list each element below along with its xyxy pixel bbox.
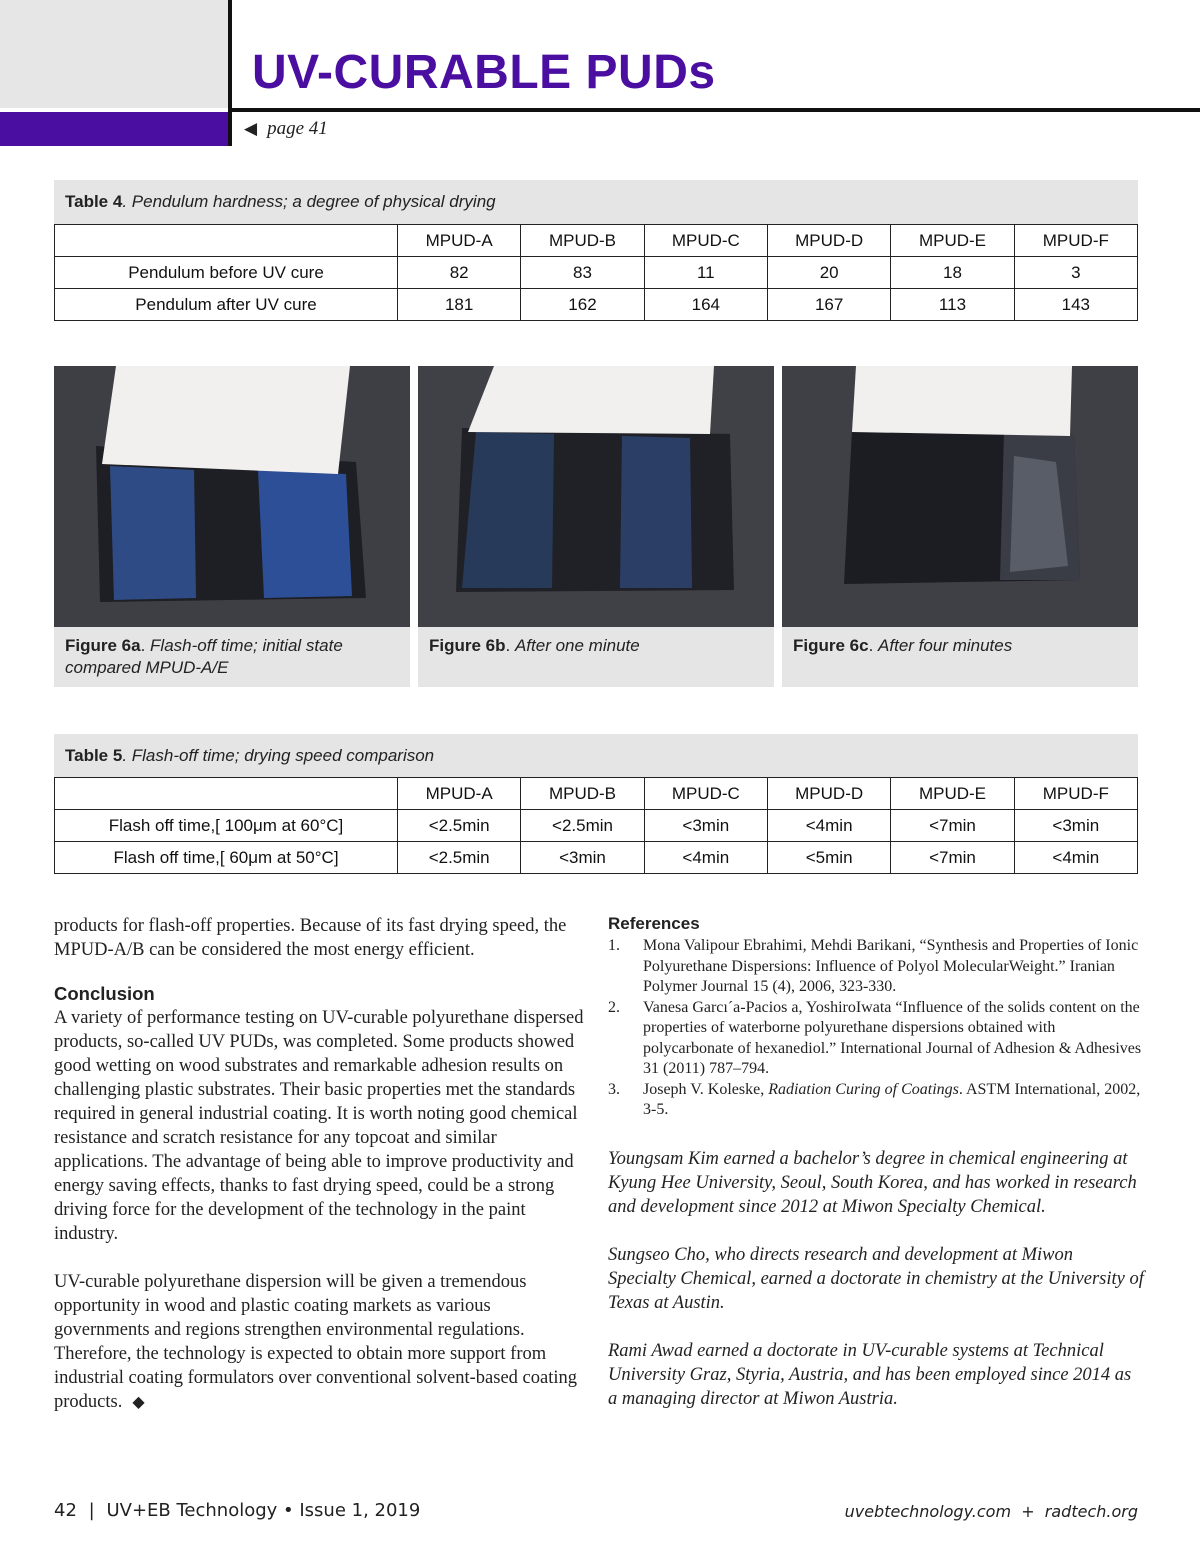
- figure-6a-caption: [54, 627, 410, 687]
- figure-6c-caption: [782, 627, 1138, 687]
- coated-panel-image: [418, 366, 774, 627]
- table4-cell: 143: [1014, 289, 1137, 321]
- end-diamond-icon: ◆: [132, 1394, 145, 1411]
- footer-publication: [54, 1500, 420, 1521]
- table4-row-label: Pendulum after UV cure: [55, 289, 398, 321]
- left-triangle-icon: ◀: [244, 119, 258, 138]
- figure-6b-caption: [418, 627, 774, 687]
- table5-caption-text: . Flash-off time; drying speed comparison: [122, 746, 435, 765]
- figure-6b: [418, 366, 774, 687]
- publication-info: UV+EB Technology • Issue 1, 2019: [106, 1500, 421, 1521]
- table4-col-header: MPUD-A: [398, 225, 521, 257]
- table5-corner-cell: [55, 778, 398, 810]
- header-gray-block: [0, 0, 228, 108]
- table5-cell: <5min: [767, 842, 890, 874]
- page-ref-label: page 41: [267, 118, 328, 139]
- table4-cell: 11: [644, 257, 767, 289]
- reference-item: [608, 998, 1144, 1080]
- table4: [54, 224, 1138, 321]
- table4-caption-text: . Pendulum hardness; a degree of physical drying: [122, 192, 496, 211]
- reference-author: Joseph V. Koleske,: [643, 1080, 769, 1098]
- table5: [54, 777, 1138, 874]
- table4-col-header: MPUD-E: [891, 225, 1014, 257]
- table5-col-header: MPUD-C: [644, 778, 767, 810]
- table4-cell: 162: [521, 289, 644, 321]
- table5-col-header: MPUD-D: [767, 778, 890, 810]
- figure-caption-sep: .: [505, 636, 515, 655]
- footer-websites[interactable]: uvebtechnology.com + radtech.org: [844, 1502, 1138, 1521]
- table5-cell: <2.5min: [398, 842, 521, 874]
- page-title: UV-CURABLE PUDs: [252, 46, 716, 99]
- table5-col-header: MPUD-E: [891, 778, 1014, 810]
- table5-col-header: MPUD-B: [521, 778, 644, 810]
- header-divider-vertical: [228, 0, 232, 146]
- figure-caption-sep: .: [140, 636, 151, 655]
- table-row: [55, 842, 1138, 874]
- table5-cell: <4min: [767, 810, 890, 842]
- table4-row-label: Pendulum before UV cure: [55, 257, 398, 289]
- table5-caption: [54, 734, 1138, 778]
- table4-cell: 3: [1014, 257, 1137, 289]
- table-row: [55, 810, 1138, 842]
- figure-6c-photo: [782, 366, 1138, 627]
- reference-number: 1.: [608, 937, 620, 954]
- table4-cell: 83: [521, 257, 644, 289]
- figure-6a-photo: [54, 366, 410, 627]
- conclusion-paragraph-2: UV-curable polyurethane dispersion will be given a tremendous opportunity in wood and plastic coating markets as various governments and regions strengthen environmental regulations. Therefore, the technology is expected to obtain more support from industrial coating formulators over conventional solvent-based coating products.: [54, 1272, 577, 1412]
- table5-col-header: MPUD-F: [1014, 778, 1137, 810]
- table4-caption: [54, 180, 1138, 224]
- table4-col-header: MPUD-B: [521, 225, 644, 257]
- reference-item: [608, 936, 1144, 998]
- table5-cell: <3min: [1014, 810, 1137, 842]
- conclusion-paragraph-2-wrap: [54, 1270, 588, 1415]
- page-number: 42: [54, 1500, 77, 1521]
- table5-cell: <4min: [1014, 842, 1137, 874]
- figure-6c: [782, 366, 1138, 687]
- figure-6b-photo: [418, 366, 774, 627]
- intro-paragraph: products for flash-off properties. Because of its fast drying speed, the MPUD-A/B can be considered the most energy efficient.: [54, 916, 567, 960]
- footer-separator: |: [88, 1500, 95, 1521]
- author-bio: Rami Awad earned a doctorate in UV-curable systems at Technical University Graz, Styria, Austria, and has been employed since 2014 as a managing director at Miwon Austria.: [608, 1340, 1132, 1409]
- coated-panel-image: [54, 366, 410, 627]
- references-heading: References: [608, 914, 700, 933]
- conclusion-heading: Conclusion: [54, 983, 155, 1004]
- table4-cell: 181: [398, 289, 521, 321]
- table4-caption-label: Table 4: [65, 192, 123, 211]
- coated-panel-image: [782, 366, 1138, 627]
- table4-cell: 113: [891, 289, 1014, 321]
- header-purple-bar: [0, 112, 230, 146]
- table5-cell: <3min: [521, 842, 644, 874]
- figure-caption-text: After one minute: [514, 636, 640, 655]
- table-row: [55, 257, 1138, 289]
- table5-caption-label: Table 5: [65, 746, 123, 765]
- table5-row-label: Flash off time,[ 60μm at 50°C]: [55, 842, 398, 874]
- table4-col-header: MPUD-F: [1014, 225, 1137, 257]
- figure-label: Figure 6c: [793, 636, 869, 655]
- table4-header-row: [55, 225, 1138, 257]
- figure-caption-text: After four minutes: [878, 636, 1013, 655]
- table4-col-header: MPUD-C: [644, 225, 767, 257]
- reference-item: [608, 1080, 1144, 1121]
- figure-caption-text: Flash-off time; initial state compared MPUD-A/E: [65, 636, 343, 677]
- table5-cell: <3min: [644, 810, 767, 842]
- table5-cell: <7min: [891, 842, 1014, 874]
- reference-number: 2.: [608, 998, 620, 1016]
- table4-cell: 167: [767, 289, 890, 321]
- table4-cell: 164: [644, 289, 767, 321]
- table4-cell: 18: [891, 257, 1014, 289]
- table4-corner-cell: [55, 225, 398, 257]
- previous-page-link[interactable]: [244, 118, 328, 140]
- table5-cell: <2.5min: [521, 810, 644, 842]
- table4-cell: 82: [398, 257, 521, 289]
- table4-col-header: MPUD-D: [767, 225, 890, 257]
- reference-text: Mona Valipour Ebrahimi, Mehdi Barikani, “Synthesis and Properties of Ionic Polyurethane Dispersions: Influence of Polyol MolecularWeight.” Iranian Polymer Journal 15 (4), 2006, 323-330.: [643, 937, 1139, 995]
- figure-caption-sep: .: [868, 636, 879, 655]
- figure-label: Figure 6a: [65, 636, 141, 655]
- body-left-column: [54, 914, 588, 1415]
- author-bio: Sungseo Cho, who directs research and development at Miwon Specialty Chemical, earned a doctorate in chemistry at the University of Texas at Austin.: [608, 1244, 1144, 1313]
- table5-cell: <7min: [891, 810, 1014, 842]
- reference-details: . ASTM International, 2002, 3-5.: [643, 1080, 1141, 1118]
- table-row: [55, 289, 1138, 321]
- table4-cell: 20: [767, 257, 890, 289]
- table5-cell: <2.5min: [398, 810, 521, 842]
- reference-text: Vanesa Garcı´a-Pacios a, YoshiroIwata “Influence of the solids content on the properties of waterborne polyurethane dispersions obtained with polycarbonate of hexanediol.” International Journal of Adhesion & Adhesives 31 (2011) 787–794.: [643, 998, 1142, 1077]
- table5-cell: <4min: [644, 842, 767, 874]
- reference-number: 3.: [608, 1080, 620, 1098]
- figure-6a: [54, 366, 410, 687]
- author-bio: Youngsam Kim earned a bachelor’s degree in chemical engineering at Kyung Hee University, Seoul, South Korea, and has worked in research and development since 2012 at Miwon Specialty Chemical.: [608, 1148, 1137, 1217]
- body-right-column: [608, 914, 1144, 1411]
- header-divider-horizontal: [232, 108, 1200, 112]
- table5-row-label: Flash off time,[ 100μm at 60°C]: [55, 810, 398, 842]
- reference-book-title: Radiation Curing of Coatings: [768, 1080, 959, 1098]
- table5-col-header: MPUD-A: [398, 778, 521, 810]
- figure-label: Figure 6b: [429, 636, 506, 655]
- table5-header-row: [55, 778, 1138, 810]
- conclusion-paragraph-1: A variety of performance testing on UV-curable polyurethane dispersed products, so-called UV PUDs, was completed. Some products showed good wetting on wood substrates and remarkable adhesion results on challenging plastic substrates. Their basic properties met the standards required in general industrial coating. It is worth noting good chemical resistance and scratch resistance for any topcoat and similar applications. The advantage of being able to improve productivity and energy saving effects, thanks to fast drying speed, could be a strong driving force for the development of the technology in the paint industry.: [54, 1008, 584, 1244]
